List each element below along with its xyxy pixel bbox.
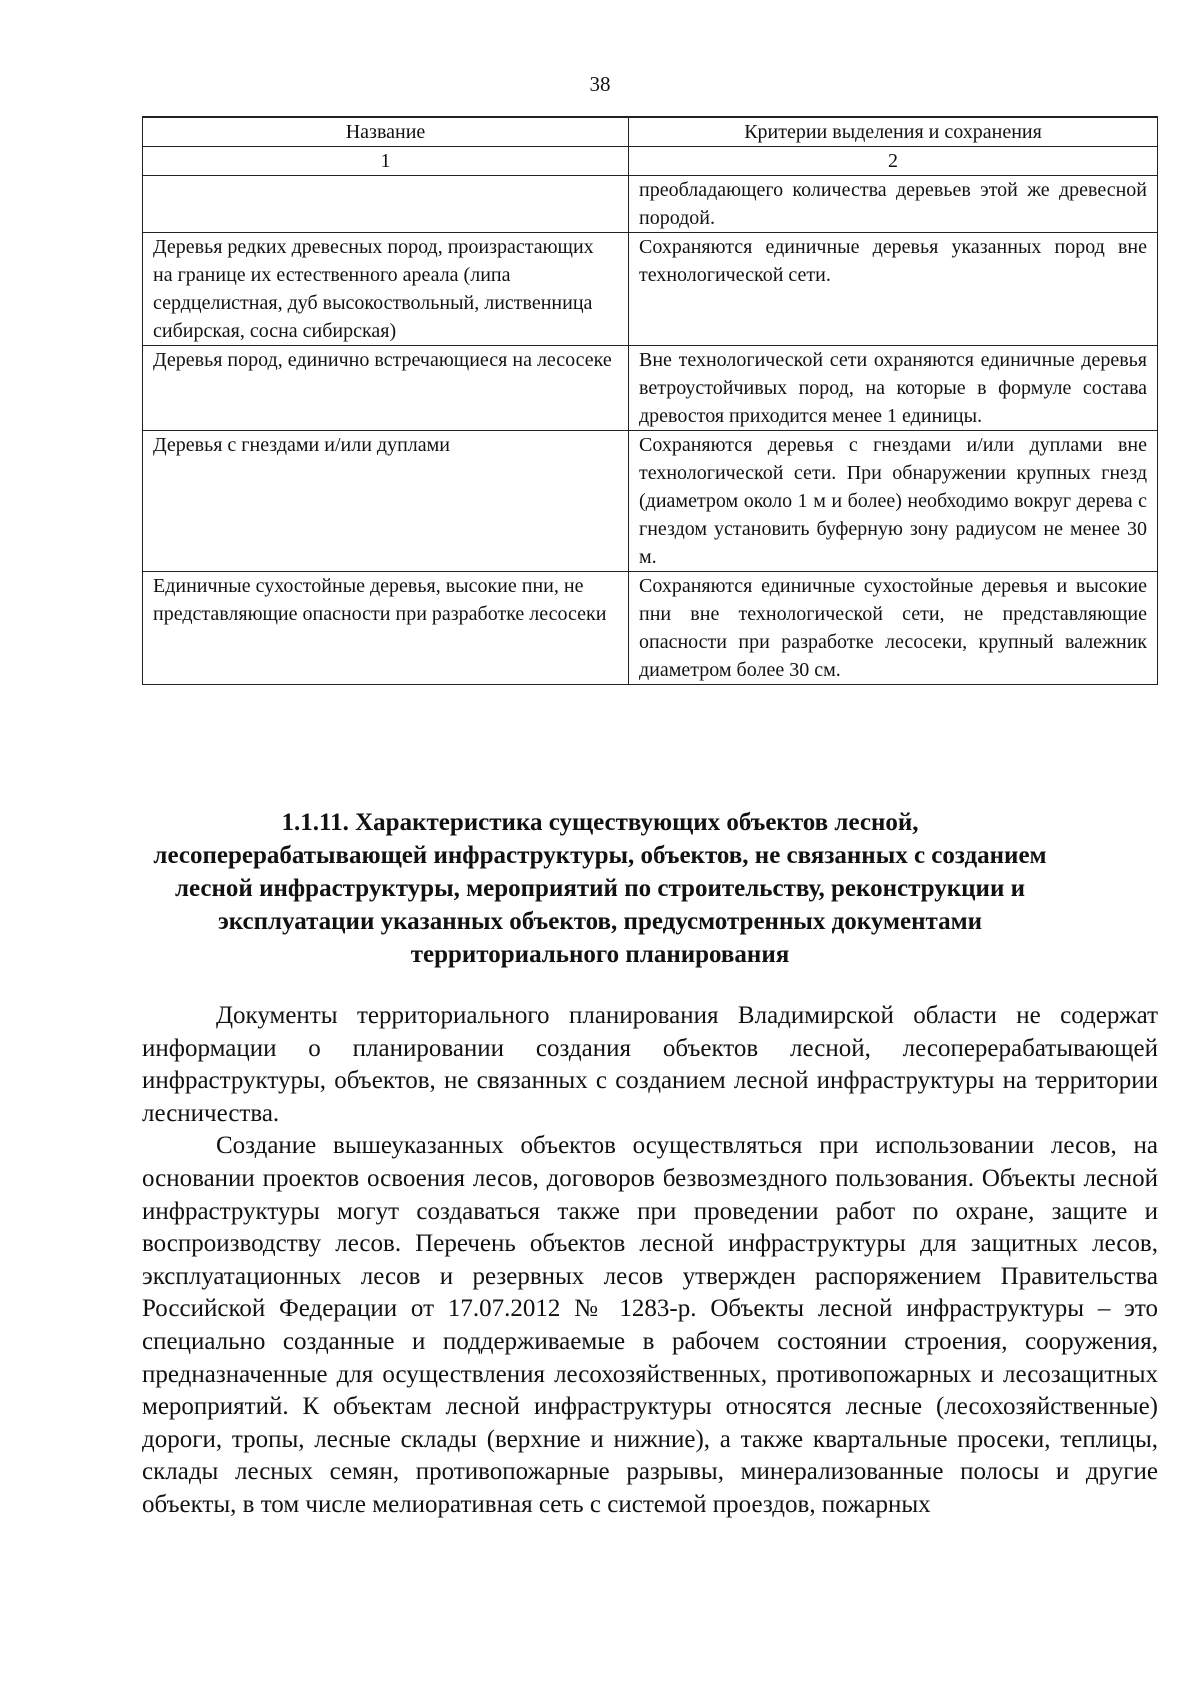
- table-row: [143, 176, 1158, 233]
- section-body: [142, 1000, 1158, 1522]
- table-row: [143, 431, 1158, 572]
- row-criteria: Сохраняются единичные сухостойные деревья и высокие пни вне технологической сети, не представляющие опасности при разработке лесосеки, крупный валежник диаметром более 30 см.: [629, 572, 1158, 685]
- paragraph: Создание вышеуказанных объектов осуществляться при использовании лесов, на основании проектов освоения лесов, договоров безвозмездного пользования. Объекты лесной инфраструктуры могут создаваться также при проведении работ по охране, защите и воспроизводству лесов. Перечень объектов лесной инфраструктуры для защитных лесов, эксплуатационных лесов и резервных лесов утвержден распоряжением Правительства Российской Федерации от 17.07.2012 № 1283-р. Объекты лесной инфраструктуры – это специально созданные и поддерживаемые в рабочем состоянии строения, сооружения, предназначенные для осуществления лесохозяйственных, противопожарных и лесозащитных мероприятий. К объектам лесной инфраструктуры относятся лесные (лесохозяйственные) дороги, тропы, лесные склады (верхние и нижние), а также квартальные просеки, теплицы, склады лесных семян, противопожарные разрывы, минерализованные полосы и другие объекты, в том числе мелиоративная сеть с системой проездов, пожарных: [142, 1132, 1158, 1518]
- row-name: Деревья с гнездами и/или дуплами: [143, 431, 629, 572]
- column-number-2: 2: [629, 147, 1158, 176]
- table-header-row: [143, 117, 1158, 147]
- header-name: Название: [143, 117, 629, 147]
- row-criteria: преобладающего количества деревьев этой же древесной породой.: [629, 176, 1158, 233]
- row-criteria: Сохраняются единичные деревья указанных пород вне технологической сети.: [629, 233, 1158, 346]
- section-heading: 1.1.11. Характеристика существующих объектов лесной, лесоперерабатывающей инфраструктуры, объектов, не связанных с созданием лесной инфраструктуры, мероприятий по строительству, реконструкции и эксплуатации указанных объектов, предусмотренных документами территориального планирования: [153, 809, 1047, 968]
- criteria-table: [142, 116, 1158, 685]
- paragraph: Документы территориального планирования Владимирской области не содержат информации о планировании создания объектов лесной, лесоперерабатывающей инфраструктуры, объектов, не связанных с созданием лесной инфраструктуры на территории лесничества.: [142, 1002, 1158, 1127]
- header-criteria: Критерии выделения и сохранения: [629, 117, 1158, 147]
- row-name: Единичные сухостойные деревья, высокие пни, не представляющие опасности при разработке лесосеки: [143, 572, 629, 685]
- table-row: [143, 346, 1158, 431]
- table-row: [143, 572, 1158, 685]
- row-criteria: Вне технологической сети охраняются единичные деревья ветроустойчивых пород, на которые в формуле состава древостоя приходится менее 1 единицы.: [629, 346, 1158, 431]
- page-number: 38: [589, 72, 611, 96]
- row-name: [143, 176, 629, 233]
- table-row: [143, 233, 1158, 346]
- row-criteria: Сохраняются деревья с гнездами и/или дуплами вне технологической сети. При обнаружении крупных гнезд (диаметром около 1 м и более) необходимо вокруг дерева с гнездом установить буферную зону радиусом не менее 30 м.: [629, 431, 1158, 572]
- column-number-row: [143, 147, 1158, 176]
- row-name: Деревья редких древесных пород, произрастающих на границе их естественного ареала (липа сердцелистная, дуб высокоствольный, лиственница сибирская, сосна сибирская): [143, 233, 629, 346]
- column-number-1: 1: [143, 147, 629, 176]
- row-name: Деревья пород, единично встречающиеся на лесосеке: [143, 346, 629, 431]
